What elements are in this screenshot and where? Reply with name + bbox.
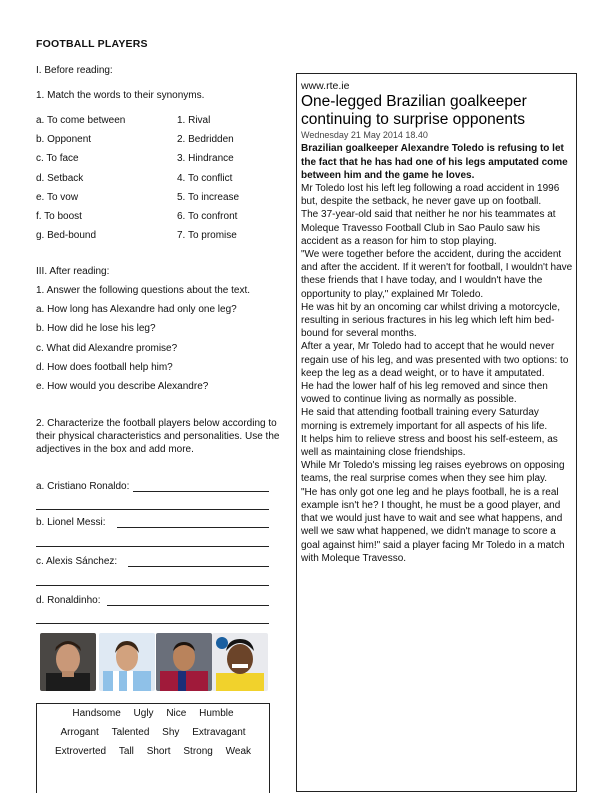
match-word: b. Opponent: [36, 134, 92, 146]
answer-line[interactable]: [36, 546, 269, 547]
question: b. How did he lose his leg?: [36, 323, 156, 334]
adjective: Strong: [183, 746, 213, 757]
match-instruction: 1. Match the words to their synonyms.: [36, 90, 205, 101]
lionel-messi-photo: [99, 633, 155, 691]
article-paragraph: "We were together before the accident, during the accident and after the accident. If it weren't for football, I wouldn't have these friends that I have today, and I wouldn't have the opportunity to play," explained Mr Toledo.: [301, 249, 573, 300]
answer-instruction: 1. Answer the following questions about the text.: [36, 285, 251, 296]
adjective: Short: [146, 746, 171, 757]
adjective: Humble: [199, 708, 234, 719]
adjectives-row: [37, 727, 269, 738]
article-paragraph: He had the lower half of his leg removed and since then vowed to continue living as normally as possible.: [301, 381, 548, 406]
question: c. What did Alexandre promise?: [36, 343, 178, 354]
article-lead: Brazilian goalkeeper Alexandre Toledo is refusing to let the fact that he has had one of his legs amputated come between him and the game he loves.: [301, 143, 568, 181]
match-right-column: [177, 111, 239, 245]
article-paragraph: It helps him to relieve stress and boost his self-esteem, as well as maintaining close friendships.: [301, 433, 558, 459]
question: d. How does football help him?: [36, 362, 173, 373]
answer-line[interactable]: [36, 623, 269, 624]
synonym: 5. To increase: [177, 191, 240, 203]
match-word: g. Bed-bound: [36, 230, 97, 242]
adjectives-row: [37, 708, 269, 719]
cristiano-ronaldo-photo: [40, 633, 96, 691]
match-word: a. To come between: [36, 115, 126, 126]
article-headline: One-legged Brazilian goalkeeper continuing to surprise opponents: [301, 93, 527, 129]
ronaldinho-photo: [212, 633, 268, 691]
alexis-sanchez-photo: [156, 633, 212, 691]
question: e. How would you describe Alexandre?: [36, 381, 209, 392]
article-paragraph: He said that attending football training every Saturday morning is extremely important for all aspects of his life.: [301, 407, 548, 432]
answer-line[interactable]: [133, 491, 269, 492]
match-left-column: [36, 111, 125, 245]
before-reading-heading: I. Before reading:: [36, 65, 113, 76]
synonym: 6. To confront: [177, 210, 238, 222]
match-word: c. To face: [36, 153, 79, 165]
article-date: Wednesday 21 May 2014 18.40: [301, 130, 428, 141]
synonym: 3. Hindrance: [177, 153, 234, 165]
answer-line[interactable]: [128, 566, 269, 567]
article-box: [296, 73, 577, 792]
match-word: e. To vow: [36, 191, 79, 203]
player-label: c. Alexis Sánchez:: [36, 556, 118, 567]
adjective: Arrogant: [60, 727, 99, 738]
player-label: a. Cristiano Ronaldo:: [36, 481, 130, 492]
synonym: 7. To promise: [177, 230, 237, 242]
characterize-instruction: 2. Characterize the football players below according to their physical characteristics and personalities. Use the adjectives in the box and add more.: [36, 418, 280, 455]
answer-line[interactable]: [117, 527, 269, 528]
match-word: d. Setback: [36, 172, 84, 184]
question: a. How long has Alexandre had only one leg?: [36, 304, 237, 315]
synonym: 2. Bedridden: [177, 134, 234, 146]
adjective: Shy: [162, 727, 180, 738]
article-paragraph: Mr Toledo lost his left leg following a road accident in 1996 but, despite the setback, he never gave up on football.: [301, 183, 560, 208]
synonym: 4. To conflict: [177, 172, 233, 184]
adjectives-row: [37, 746, 269, 757]
answer-line[interactable]: [107, 605, 269, 606]
article-paragraph: After a year, Mr Toledo had to accept that he would never regain use of his leg, and was presented with two options: to keep the leg as a dead weight, or to have it amputated.: [301, 341, 569, 379]
adjective: Tall: [118, 746, 134, 757]
after-reading-heading: III. After reading:: [36, 266, 110, 277]
adjective: Nice: [166, 708, 187, 719]
answer-line[interactable]: [36, 585, 269, 586]
adjectives-box: [36, 703, 270, 793]
match-word: f. To boost: [36, 210, 82, 222]
article-paragraph: "He has only got one leg and he plays football, he is a real example isn't he? I thought, he must be a good player, and that we would just have to wait and see what happens, and well we saw what happened, we didn't manage to score a goal against him!" said a player facing Mr Toledo in a match with Moleque Travesso.: [301, 486, 565, 564]
article-paragraph: He was hit by an oncoming car whilst driving a motorcycle, resulting in serious fractures in his leg which left him bed-bound for several months.: [301, 301, 560, 340]
adjective: Extroverted: [54, 746, 107, 757]
player-label: b. Lionel Messi:: [36, 517, 106, 528]
article-paragraph: The 37-year-old said that neither he nor his teammates at Moleque Travesso Football Club in Sao Paulo saw his accident as a reason for him to stop playing.: [301, 209, 556, 247]
adjective: Handsome: [72, 708, 121, 719]
article-paragraph: While Mr Toledo's missing leg raises eyebrows on opposing teams, the real surprise comes when they see him play.: [301, 460, 565, 485]
answer-line[interactable]: [36, 509, 269, 510]
article-source: www.rte.ie: [301, 80, 350, 92]
adjective: Talented: [111, 727, 150, 738]
page-title: FOOTBALL PLAYERS: [36, 38, 148, 50]
synonym: 1. Rival: [177, 115, 211, 126]
adjective: Ugly: [133, 708, 154, 719]
player-label: d. Ronaldinho:: [36, 595, 101, 606]
adjective: Weak: [225, 746, 252, 757]
adjective: Extravagant: [192, 727, 246, 738]
